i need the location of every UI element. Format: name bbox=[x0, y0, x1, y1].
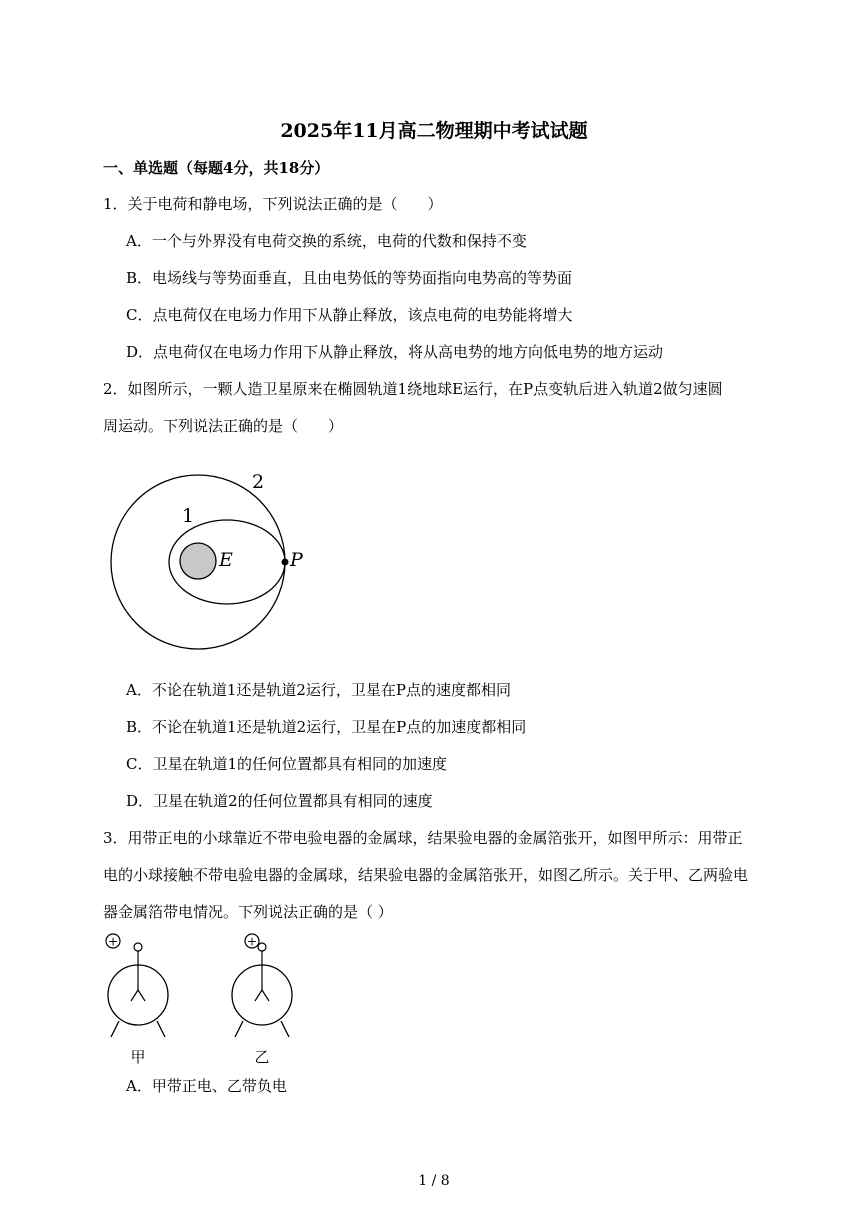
positive-charge-symbol: + bbox=[246, 934, 258, 949]
foil-leaf-icon bbox=[131, 990, 138, 1001]
question-1-stem: 1．关于电荷和静电场，下列说法正确的是（ ） bbox=[103, 195, 443, 213]
question-3-stem-line-1: 3．用带正电的小球靠近不带电验电器的金属球，结果验电器的金属箔张开，如图甲所示：用带正 bbox=[103, 829, 743, 847]
electroscope-left-label: 甲 bbox=[130, 1048, 146, 1066]
orbit-2-label: 2 bbox=[252, 471, 265, 493]
page-title: 2025年11月高二物理期中考试试题 bbox=[280, 120, 588, 142]
question-1-option-c: C．点电荷仅在电场力作用下从静止释放，该点电荷的电势能将增大 bbox=[126, 306, 573, 324]
electroscope-left bbox=[106, 934, 168, 1066]
metal-ball-icon bbox=[258, 943, 266, 951]
orbit-1-label: 1 bbox=[182, 505, 195, 527]
question-2-stem-line-2: 周运动。下列说法正确的是（ ） bbox=[103, 417, 344, 435]
foil-leaf-icon bbox=[255, 990, 262, 1001]
section-heading: 一、单选题（每题4分，共18分） bbox=[103, 159, 330, 177]
question-1-option-b: B．电场线与等势面垂直，且由电势低的等势面指向电势高的等势面 bbox=[126, 269, 573, 287]
point-p-label: P bbox=[290, 549, 303, 571]
earth-icon bbox=[180, 543, 216, 579]
question-2-option-d: D．卫星在轨道2的任何位置都具有相同的速度 bbox=[126, 792, 433, 810]
question-2-option-c: C．卫星在轨道1的任何位置都具有相同的加速度 bbox=[126, 755, 448, 773]
question-1-option-a: A．一个与外界没有电荷交换的系统，电荷的代数和保持不变 bbox=[126, 232, 527, 250]
orbit-diagram bbox=[100, 465, 320, 665]
positive-charge-symbol: + bbox=[107, 934, 119, 949]
question-2-option-b: B．不论在轨道1还是轨道2运行，卫星在P点的加速度都相同 bbox=[126, 718, 527, 736]
point-p-dot bbox=[282, 559, 289, 566]
page-number: 1 / 8 bbox=[418, 1173, 450, 1189]
question-2-stem-line-1: 2．如图所示，一颗人造卫星原来在椭圆轨道1绕地球E运行，在P点变轨后进入轨道2做匀速圆 bbox=[103, 380, 723, 398]
electroscope-right bbox=[232, 934, 292, 1066]
electroscope-right-label: 乙 bbox=[254, 1048, 270, 1066]
metal-ball-icon bbox=[134, 943, 142, 951]
question-3-option-a: A．甲带正电、乙带负电 bbox=[126, 1077, 287, 1095]
foil-leaf-icon bbox=[262, 990, 269, 1001]
foil-leaf-icon bbox=[138, 990, 145, 1001]
question-3-stem-line-2: 电的小球接触不带电验电器的金属球，结果验电器的金属箔张开，如图乙所示。关于甲、乙两验电 bbox=[103, 866, 749, 884]
electroscope-diagram bbox=[100, 928, 310, 1073]
question-2-option-a: A．不论在轨道1还是轨道2运行，卫星在P点的速度都相同 bbox=[126, 681, 512, 699]
question-3-stem-line-3: 器金属箔带电情况。下列说法正确的是（ ） bbox=[103, 903, 393, 921]
earth-label: E bbox=[219, 549, 233, 571]
question-1-option-d: D．点电荷仅在电场力作用下从静止释放，将从高电势的地方向低电势的地方运动 bbox=[126, 343, 664, 361]
